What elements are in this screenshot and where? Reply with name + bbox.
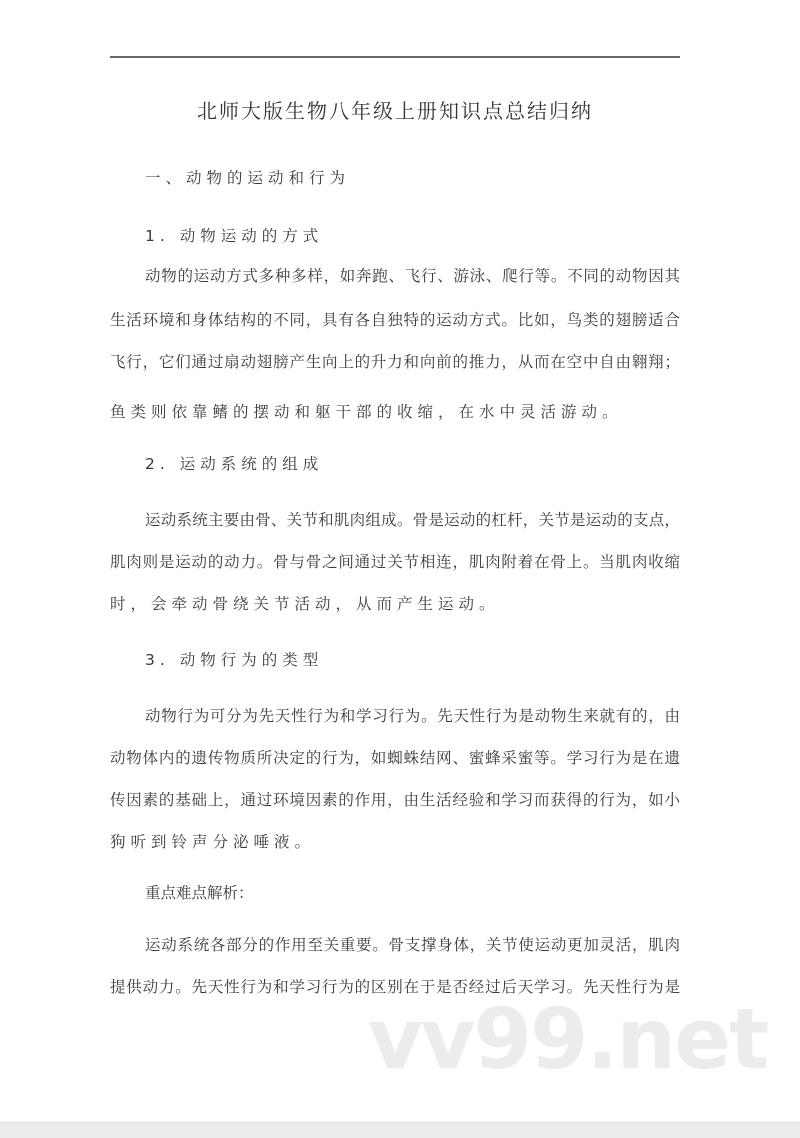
paragraph-line: 飞行，它们通过扇动翅膀产生向上的升力和向前的推力，从而在空中自由翱翔； — [110, 353, 680, 371]
paragraph-line: 肌肉则是运动的动力。骨与骨之间通过关节相连，肌肉附着在骨上。当肌肉收缩 — [110, 553, 680, 571]
paragraph-line: 时，会牵动骨绕关节活动，从而产生运动。 — [110, 595, 500, 613]
paragraph-line: 动物的运动方式多种多样，如奔跑、飞行、游泳、爬行等。不同的动物因其 — [145, 267, 680, 285]
document-title: 北师大版生物八年级上册知识点总结归纳 — [197, 99, 593, 123]
paragraph-line: 生活环境和身体结构的不同，具有各自独特的运动方式。比如，鸟类的翅膀适合 — [110, 311, 680, 329]
paragraph-line: 动物行为可分为先天性行为和学习行为。先天性行为是动物生来就有的，由 — [145, 707, 680, 725]
paragraph-line: 鱼类则依靠鳍的摆动和躯干部的收缩，在水中灵活游动。 — [110, 403, 623, 421]
paragraph-line: 动物体内的遗传物质所决定的行为，如蜘蛛结网、蜜蜂采蜜等。学习行为是在遗 — [110, 749, 680, 767]
subheading: 1. 动物运动的方式 — [145, 227, 324, 245]
paragraph-line: 传因素的基础上，通过环境因素的作用，由生活经验和学习而获得的行为，如小 — [110, 791, 680, 809]
watermark: vv99.net — [368, 990, 768, 1088]
paragraph-line: 运动系统主要由骨、关节和肌肉组成。骨是运动的杠杆，关节是运动的支点， — [145, 511, 680, 529]
subheading: 2. 运动系统的组成 — [145, 455, 324, 473]
header-rule — [110, 56, 680, 58]
subheading: 3. 动物行为的类型 — [145, 651, 324, 669]
section-heading: 一、动物的运动和行为 — [145, 169, 351, 187]
paragraph-line: 狗听到铃声分泌唾液。 — [110, 833, 316, 851]
key-points-label: 重点难点解析： — [145, 884, 254, 902]
page-bottom-edge — [0, 1122, 800, 1138]
paragraph-line: 提供动力。先天性行为和学习行为的区别在于是否经过后天学习。先天性行为是 — [110, 978, 680, 996]
paragraph-line: 运动系统各部分的作用至关重要。骨支撑身体，关节使运动更加灵活，肌肉 — [145, 936, 680, 954]
